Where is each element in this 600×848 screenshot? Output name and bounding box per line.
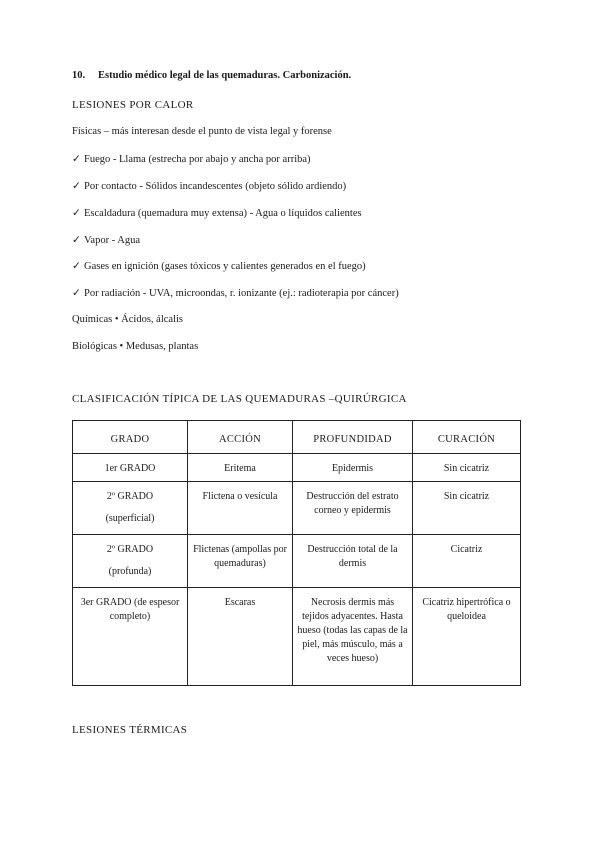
table-row <box>73 588 521 686</box>
table-header-row <box>73 421 521 454</box>
checklist-item <box>72 234 140 246</box>
checklist-item-text: Por contacto - Sólidos incandescentes (objeto sólido ardiendo) <box>84 181 347 192</box>
cell-grado: 1er GRADO <box>73 454 188 482</box>
heading-title: Estudio médico legal de las quemaduras. Carbonización. <box>98 70 352 81</box>
header-curacion: CURACIÓN <box>413 421 521 454</box>
cell-grado-main: 2º GRADO <box>106 544 154 555</box>
checklist-item-text: Por radiación - UVA, microondas, r. ionizante (ej.: radioterapia por cáncer) <box>84 288 399 299</box>
cell-profundidad: Epidermis <box>293 454 413 482</box>
check-icon: ✓ <box>72 235 81 246</box>
check-icon: ✓ <box>72 154 81 165</box>
header-accion: ACCIÓN <box>188 421 293 454</box>
cell-grado-main: 2º GRADO <box>106 491 154 502</box>
cell-profundidad: Destrucción del estrato corneo y epidermis <box>293 482 413 535</box>
checklist-item-text: Gases en ignición (gases tóxicos y calientes generados en el fuego) <box>84 261 366 272</box>
checklist-item-text: Escaldadura (quemadura muy extensa) - Agua o líquidos calientes <box>84 208 362 219</box>
cell-accion: Flictena o vesícula <box>188 482 293 535</box>
cell-profundidad: Destrucción total de la dermis <box>293 535 413 588</box>
heading-number: 10. <box>72 70 86 81</box>
checklist-item <box>72 260 366 272</box>
cell-grado-sub: (profunda) <box>108 566 152 577</box>
section-lesiones-termicas: LESIONES TÉRMICAS <box>72 724 188 736</box>
checklist-item-text: Fuego - Llama (estrecha por abajo y ancha por arriba) <box>84 154 311 165</box>
checklist-item <box>72 180 346 192</box>
table-row <box>73 535 521 588</box>
cell-accion: Flictenas (ampollas por quemaduras) <box>188 535 293 588</box>
checklist-item <box>72 207 362 219</box>
cell-accion: Eritema <box>188 454 293 482</box>
checklist-item <box>72 287 399 299</box>
check-icon: ✓ <box>72 261 81 272</box>
header-grado: GRADO <box>73 421 188 454</box>
cell-curacion: Sin cicatriz <box>413 482 521 535</box>
document-heading <box>72 70 351 81</box>
fisicas-intro: Físicas – más interesan desde el punto de vista legal y forense <box>72 126 332 137</box>
cell-grado-sub: (superficial) <box>105 513 155 524</box>
table-row <box>73 482 521 535</box>
cell-grado <box>73 535 188 588</box>
quimicas-line: Químicas • Ácidos, álcalis <box>72 314 183 325</box>
cell-curacion: Cicatriz <box>413 535 521 588</box>
check-icon: ✓ <box>72 208 81 219</box>
check-icon: ✓ <box>72 181 81 192</box>
cell-profundidad: Necrosis dermis más tejidos adyacentes. Hasta hueso (todas las capas de la piel, más músculo, más a veces hueso) <box>293 588 413 686</box>
cell-accion: Escaras <box>188 588 293 686</box>
header-profundidad: PROFUNDIDAD <box>293 421 413 454</box>
cell-curacion: Sin cicatriz <box>413 454 521 482</box>
cell-curacion: Cicatriz hipertrófica o queloidea <box>413 588 521 686</box>
checklist-item <box>72 153 311 165</box>
check-icon: ✓ <box>72 288 81 299</box>
checklist-item-text: Vapor - Agua <box>84 235 140 246</box>
biologicas-line: Biológicas • Medusas, plantas <box>72 341 199 352</box>
cell-grado: 3er GRADO (de espesor completo) <box>73 588 188 686</box>
section-clasificacion: CLASIFICACIÓN TÍPICA DE LAS QUEMADURAS –QUIRÚRGICA <box>72 393 407 405</box>
cell-grado <box>73 482 188 535</box>
burn-classification-table <box>72 420 521 686</box>
section-lesiones-por-calor: LESIONES POR CALOR <box>72 99 194 111</box>
table-row <box>73 454 521 482</box>
